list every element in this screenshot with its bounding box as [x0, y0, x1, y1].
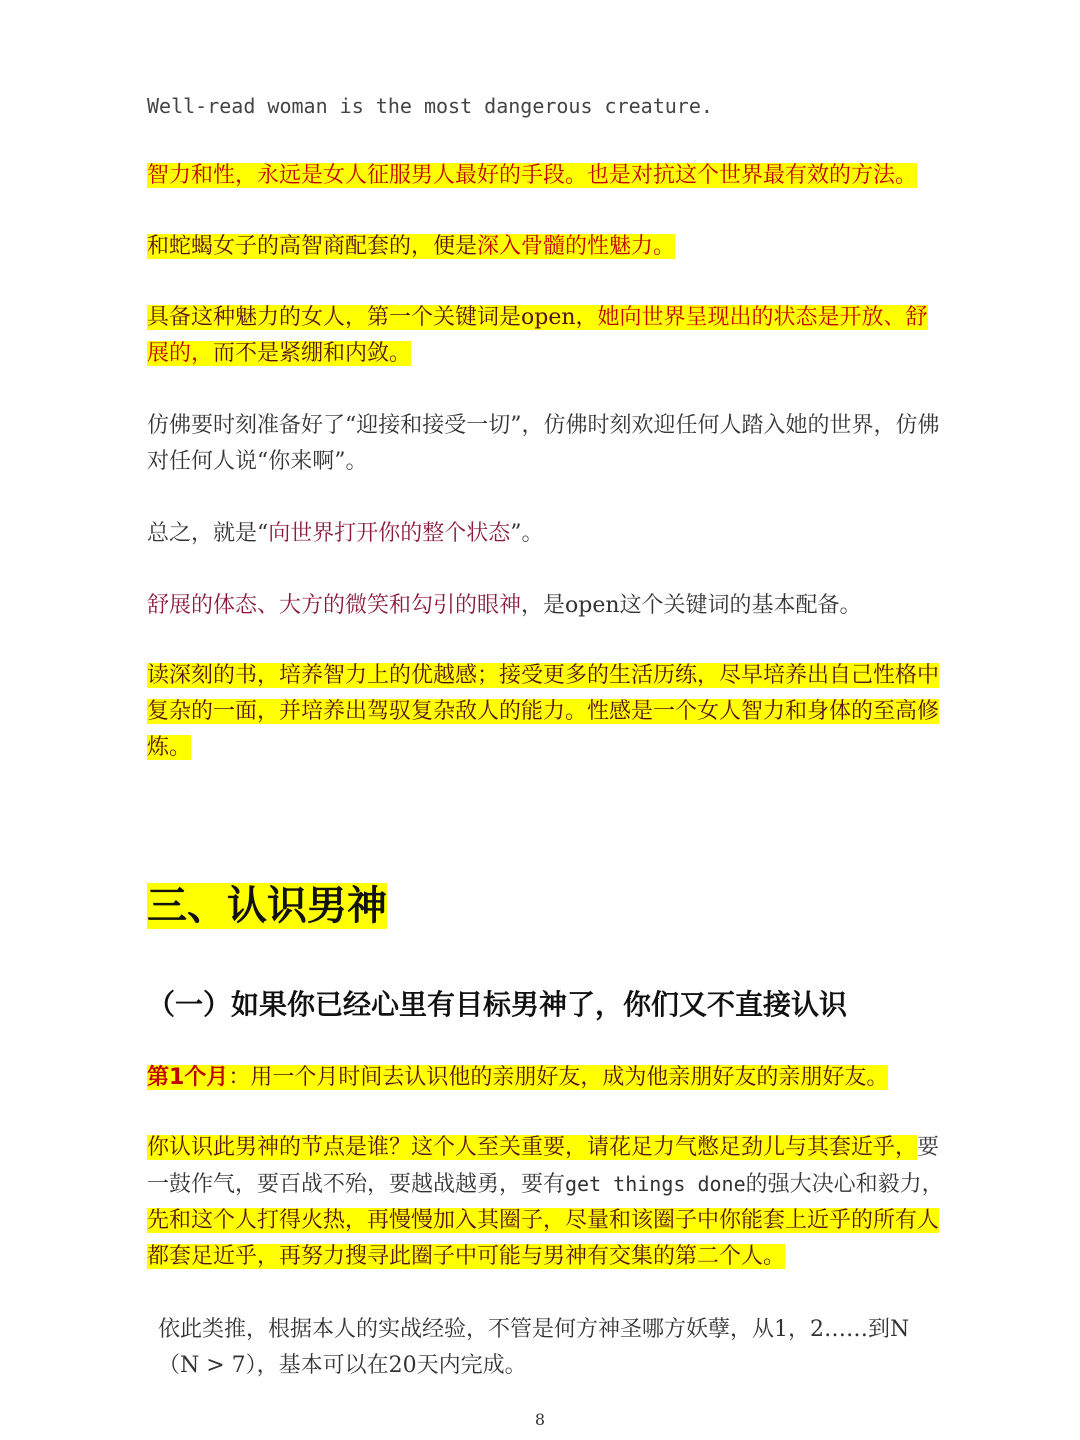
heading-text: 三、认识男神: [147, 883, 387, 929]
text-segment: ”。: [510, 521, 544, 546]
highlight-text: [147, 305, 928, 366]
paragraph-node-person: [147, 1130, 947, 1275]
highlight-text: 智力和性，永远是女人征服男人最好的手段。也是对抗这个世界最有效的方法。: [147, 163, 918, 188]
page-number: 8: [534, 1410, 546, 1429]
text-segment: 而不是紧绷和内敛。: [213, 341, 412, 366]
text-segment: 总之，就是“: [147, 521, 269, 546]
text-segment: 向世界打开你的整个状态: [268, 521, 511, 546]
text-segment: 的强大决心和毅力，: [745, 1172, 944, 1197]
section-heading: [147, 878, 387, 934]
text-segment: 要一鼓作气，要百战不殆，要越战越勇，要有: [147, 1135, 940, 1197]
highlight-text: [147, 234, 675, 259]
month-label: 第1个月: [147, 1065, 229, 1090]
paragraph-reading: [147, 658, 947, 766]
highlight-text: 你认识此男神的节点是谁？这个人至关重要，请花足力气憋足劲儿与其套近乎，: [147, 1135, 918, 1160]
text-segment: ：: [228, 1065, 251, 1090]
paragraph-month1: [147, 1060, 947, 1096]
text-segment: 深入骨髓的性魅力。: [477, 234, 676, 259]
text-segment: 和蛇蝎女子的高智商配套的，便是: [147, 234, 478, 259]
text-segment: ，是open这个关键词的基本配备。: [521, 593, 862, 618]
english-quote: Well-read woman is the most dangerous creature.: [147, 94, 713, 118]
text-segment: get things done: [565, 1172, 746, 1196]
highlight-text: 先和这个人打得火热，再慢慢加入其圈子，尽量和该圈子中你能套上近乎的所有人都套足近乎，再努力搜寻此圈子中可能与男神有交集的第二个人。: [147, 1208, 940, 1269]
paragraph-intelligence: [147, 158, 947, 194]
subsection-heading: （一）如果你已经心里有目标男神了，你们又不直接认识: [147, 988, 848, 1021]
paragraph-analogy: 依此类推，根据本人的实战经验，不管是何方神圣哪方妖孽，从1，2……到N（N > 7），基本可以在20天内完成。: [158, 1317, 910, 1378]
text-segment: 她向世界呈现出的状态是开放、舒展的，: [147, 305, 928, 366]
paragraph-summary: [147, 516, 947, 552]
paragraph-welcome: 仿佛要时刻准备好了“迎接和接受一切”，仿佛时刻欢迎任何人踏入她的世界，仿佛对任何人说“你来啊”。: [147, 413, 940, 474]
text-segment: 用一个月时间去认识他的亲朋好友，成为他亲朋好友的亲朋好友。: [250, 1065, 889, 1090]
text-segment: 具备这种魅力的女人，第一个关键词是open，: [147, 305, 598, 330]
paragraph-open: [147, 300, 947, 372]
text-segment: 舒展的体态、大方的微笑和勾引的眼神: [147, 593, 522, 618]
paragraph-posture: [147, 588, 947, 624]
highlight-text: 读深刻的书，培养智力上的优越感；接受更多的生活历练，尽早培养出自己性格中复杂的一面，并培养出驾驭复杂敌人的能力。性感是一个女人智力和身体的至高修炼。: [147, 663, 940, 760]
highlight-text: [147, 1065, 888, 1090]
paragraph-charm: [147, 229, 947, 265]
